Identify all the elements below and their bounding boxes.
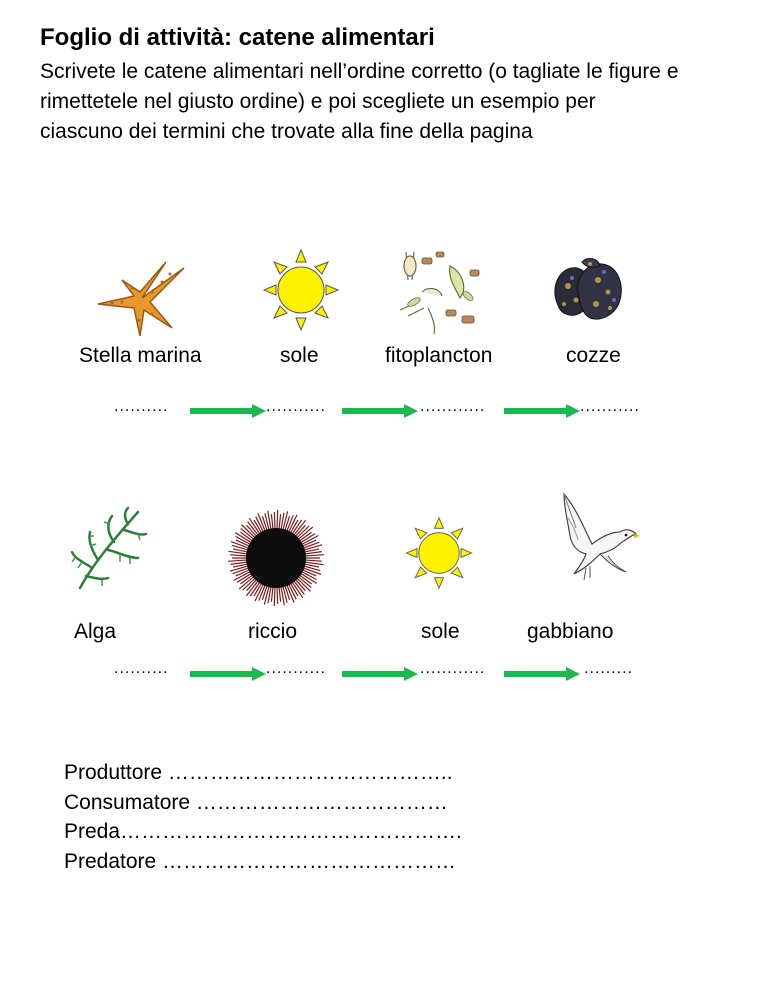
phytoplankton-icon — [388, 246, 484, 338]
chain2-label-seagull: gabbiano — [527, 620, 614, 643]
chain1-blank-1[interactable]: .......... — [114, 398, 169, 415]
arrow-right-icon — [342, 666, 418, 682]
chain1-label-mussels: cozze — [566, 344, 621, 367]
term-predator[interactable]: Predatore …………………………………… — [64, 849, 457, 873]
chain2-blank-1[interactable]: .......... — [114, 660, 169, 677]
term-producer[interactable]: Produttore ………………………………….. — [64, 761, 453, 784]
chain2-label-seaweed: Alga — [74, 620, 117, 643]
chain2-label-urchin: riccio — [248, 620, 298, 643]
term-consumer[interactable]: Consumatore ……………………………… — [64, 790, 448, 814]
page-title: Foglio di attività: catene alimentari — [40, 24, 435, 51]
sun-icon — [404, 516, 474, 590]
chain1-blank-3[interactable]: ............ — [420, 398, 486, 415]
seaweed-icon — [68, 506, 150, 590]
chain1-label-sun: sole — [280, 344, 319, 367]
term-prey[interactable]: Preda…………………………………………. — [64, 820, 462, 843]
chain1-label-starfish: Stella marina — [79, 344, 202, 367]
instructions-text: Scrivete le catene alimentari nell’ordine corretto (o tagliate le figure e rimettetele nel giusto ordine) e poi scegliete un esempio per ciascuno dei termini che trovate alla fine della pagina — [40, 60, 679, 143]
chain2-label-sun: sole — [421, 620, 460, 643]
arrow-right-icon — [190, 403, 266, 419]
arrow-right-icon — [504, 666, 580, 682]
chain1-blank-2[interactable]: ........... — [266, 398, 326, 415]
chain1-blank-4[interactable]: ........... — [580, 398, 640, 415]
arrow-right-icon — [504, 403, 580, 419]
chain2-blank-2[interactable]: ........... — [266, 660, 326, 677]
seagull-icon — [556, 488, 640, 584]
arrow-right-icon — [342, 403, 418, 419]
chain2-blank-4[interactable]: ......... — [584, 660, 634, 677]
sea-urchin-icon — [226, 510, 326, 606]
sun-icon — [262, 248, 340, 332]
starfish-icon — [92, 258, 192, 338]
chain1-label-phytoplankton: fitoplancton — [385, 344, 493, 367]
arrow-right-icon — [190, 666, 266, 682]
terms-list — [64, 758, 462, 876]
chain2-blank-3[interactable]: ............ — [420, 660, 486, 677]
mussels-icon — [548, 256, 628, 330]
